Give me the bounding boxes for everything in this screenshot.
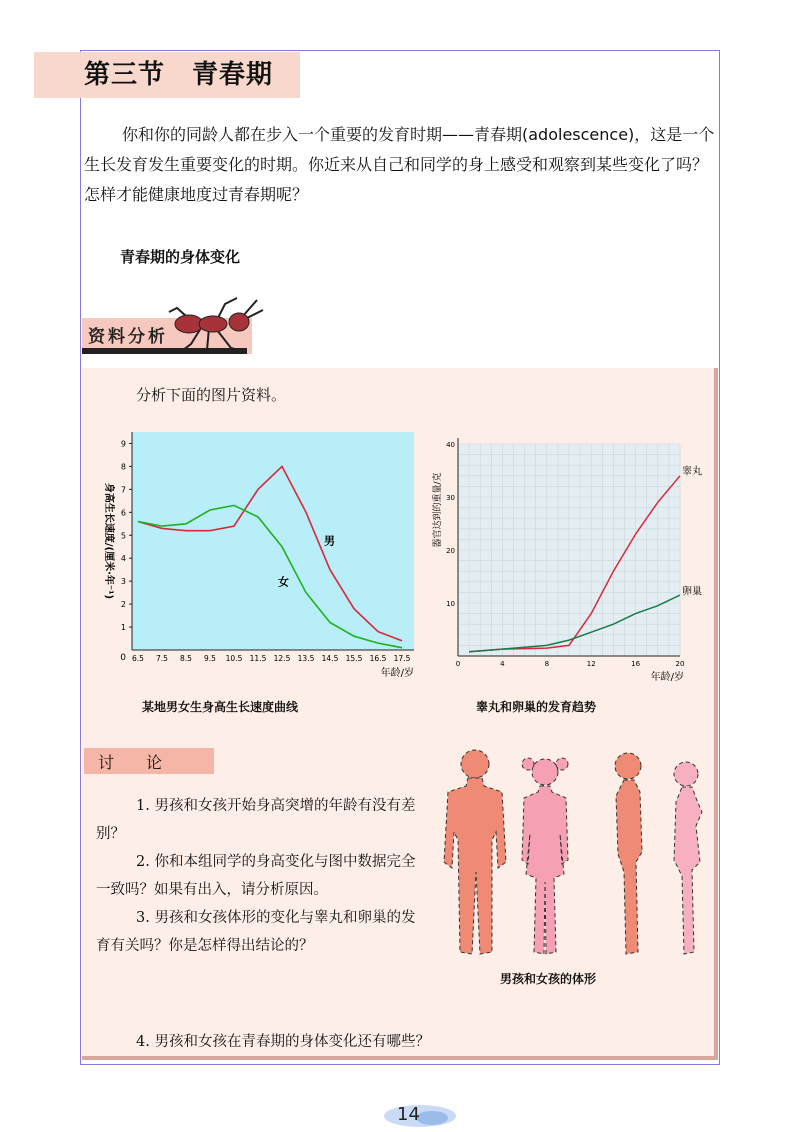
plot-area: [132, 432, 414, 650]
y-tick-label: 1: [120, 623, 126, 633]
x-tick-label: 12: [586, 660, 596, 668]
series-label-boy: 男: [324, 534, 335, 548]
y-tick-label: 2: [120, 600, 126, 610]
x-tick-label: 15.5: [345, 654, 363, 663]
y-tick-label: 9: [120, 439, 126, 449]
figure-caption: 男孩和女孩的体形: [500, 972, 597, 986]
x-axis-label: 年龄/岁: [650, 672, 684, 683]
y-tick-label: 7: [120, 485, 126, 495]
boy-front-figure: [444, 750, 506, 954]
x-axis-label: 年龄/岁: [380, 668, 414, 679]
body-shapes-illustration: [430, 742, 720, 968]
y-tick-label: 10: [446, 600, 455, 608]
x-tick-label: 0: [455, 660, 461, 668]
x-tick-label: 11.5: [249, 654, 267, 663]
x-tick-label: 6.5: [132, 654, 144, 663]
y-tick-label: 40: [446, 441, 455, 449]
x-tick-label: 17.5: [393, 654, 411, 663]
boy-side-figure: [615, 753, 642, 954]
x-tick-label: 12.5: [273, 654, 291, 663]
discussion-item: 1. 男孩和女孩开始身高突增的年龄有没有差别？: [96, 798, 416, 842]
y-tick-label: 3: [120, 577, 126, 587]
origin-label: 0: [120, 653, 126, 663]
y-axis-label: 身高生长速度/(厘米·年⁻¹): [103, 482, 114, 600]
discussion-list: [96, 792, 430, 1050]
x-tick-label: 16.5: [369, 654, 387, 663]
subheading: 青春期的身体变化: [120, 248, 241, 266]
page-number-badge: [380, 1096, 460, 1130]
series-label-girl: 女: [278, 575, 289, 589]
page-number: 14: [397, 1104, 420, 1125]
height-velocity-chart: [92, 424, 422, 686]
x-tick-label: 8: [544, 660, 550, 668]
y-tick-label: 30: [446, 494, 455, 502]
y-axis-label: 器官达到的重量/克: [433, 472, 443, 548]
analysis-instruction: 分析下面的图片资料。: [136, 386, 287, 404]
x-tick-label: 8.5: [180, 654, 192, 663]
gonad-development-chart: [428, 430, 718, 692]
y-tick-label: 4: [120, 554, 126, 564]
x-tick-label: 20: [675, 660, 685, 668]
discussion-item: 4. 男孩和女孩在青春期的身体变化还有哪些？: [136, 1034, 430, 1050]
series-label-testis: 睾丸: [682, 466, 702, 478]
x-tick-label: 16: [631, 660, 641, 668]
x-tick-label: 7.5: [156, 654, 168, 663]
data-analysis-label: 资料分析: [88, 327, 168, 347]
y-tick-label: 8: [120, 462, 126, 472]
x-tick-label: 13.5: [297, 654, 315, 663]
intro-paragraph: 你和你的同龄人都在步入一个重要的发育时期——青春期(adolescence)，这是一个生长发育发生重要变化的时期。你近来从自己和同学的身上感受和观察到某些变化了吗？怎样才能健康地度过青春期呢？: [84, 125, 715, 204]
chart1-caption: 某地男女生身高生长速度曲线: [142, 700, 299, 714]
x-tick-label: 9.5: [204, 654, 216, 663]
discussion-item: 2. 你和本组同学的身高变化与图中数据完全一致吗？如果有出入，请分析原因。: [96, 854, 416, 898]
girl-side-figure: [674, 762, 702, 954]
section-title: 第三节 青春期: [84, 60, 274, 90]
y-tick-label: 5: [120, 531, 126, 541]
x-tick-label: 4: [500, 660, 505, 668]
girl-front-figure: [522, 758, 568, 954]
series-label-ovary: 卵巢: [682, 586, 702, 598]
discussion-item: 3. 男孩和女孩体形的变化与睾丸和卵巢的发育有关吗？你是怎样得出结论的？: [96, 910, 416, 954]
discussion-label: 讨 论: [98, 753, 163, 772]
y-tick-label: 20: [446, 547, 455, 555]
ant-icon: [165, 294, 265, 356]
y-tick-label: 6: [120, 508, 126, 518]
x-tick-label: 14.5: [321, 654, 339, 663]
x-tick-label: 10.5: [225, 654, 243, 663]
chart2-caption: 睾丸和卵巢的发育趋势: [476, 700, 597, 714]
